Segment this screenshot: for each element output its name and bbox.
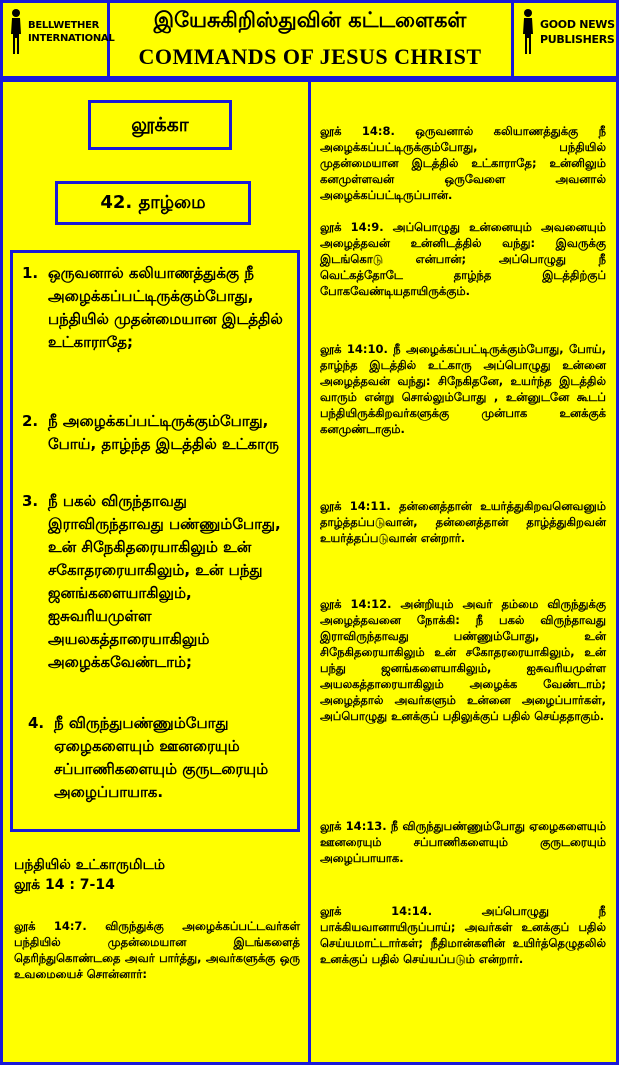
point-number: 2. [22,412,39,430]
point-text: நீ விருந்துபண்ணும்போது ஏழைகளையும் ஊனரையும் சப்பாணிகளையும் குருடரையும் அழைப்பாயாக. [54,714,269,801]
point-number: 4. [28,714,45,732]
figure-icon [520,8,536,56]
point-number: 3. [22,492,39,510]
point-text: ஒருவனால் கலியாணத்துக்கு நீ அழைக்கப்பட்டிருக்கும்போது, பந்தியில் முதன்மையான இடத்தில் உட்காராதே; [48,264,283,351]
verse: லூக் 14:10. நீ அழைக்கப்பட்டிருக்கும்போது, போய், தாழ்ந்த இடத்தில் உட்காரு அப்பொழுது உன்னை அழைத்தவன் வந்து: சிநேகிதனே, உயர்ந்த இடத்தில் வாரும் என்று சொல்லும்போது , உன்னுடனே கூடப் பந்தியிருக்கிறவர்களுக்கு முன்பாக உனக்குக் கனமுண்டாகும். [320,342,606,436]
logo-line: BELLWETHER [28,20,100,31]
chapter-title: 42. தாழ்மை [55,181,251,225]
section-reference: லூக் 14 : 7-14 [14,877,115,893]
bellwether-logo [8,8,114,56]
figure-icon [8,8,24,56]
point-number: 1. [22,264,39,282]
section-title: பந்தியில் உட்காருமிடம் [14,857,166,873]
verse: லூக் 14:11. தன்னைத்தான் உயர்த்துகிறவனெவனும் தாழ்த்தப்படுவான், தன்னைத்தான் தாழ்த்துகிறவன் உயர்த்தப்படுவான் என்றார். [320,499,606,545]
command-point [22,262,284,354]
point-text: நீ பகல் விருந்தாவது இராவிருந்தாவது பண்ணும்போது, உன் சிநேகிதரையாகிலும் உன் சகோதரரையாகிலும், உன் பந்து ஜனங்களையாகிலும், ஐசுவரியமுள்ள அயலகத்தாரையாகிலும் அழைக்கவேண்டாம்; [48,492,281,671]
logo-line: PUBLISHERS [540,33,615,46]
header-divider [511,0,514,79]
section-heading [14,855,165,895]
verse: லூக் 14:14. அப்பொழுது நீ பாக்கியவானாயிருப்பாய்; அவர்கள் உனக்குப் பதில் செய்யமாட்டார்கள்; நீதிமான்களின் உயிர்த்தெழுதலில் உனக்குப் பதில் செய்யப்படும் என்றார். [320,904,606,966]
logo-line: INTERNATIONAL [28,33,115,44]
book-title: லூக்கா [88,100,232,150]
verse: லூக் 14:8. ஒருவனால் கலியாணத்துக்கு நீ அழைக்கப்பட்டிருக்கும்போது, பந்தியில் முதன்மையான இடத்தில் உட்காராதே; உன்னிலும் கனமுள்ளவன் ஒருவேளை அவனால் அழைக்கப்பட்டிருப்பான். [320,124,606,202]
command-point [28,712,286,804]
verse: லூக் 14:7. விருந்துக்கு அழைக்கப்பட்டவர்கள் பந்தியில் முதன்மையான இடங்களைத் தெரிந்துகொண்டதை அவர் பார்த்து, அவர்களுக்கு ஒரு உவமையைச் சொன்னார்: [14,919,300,981]
good-news-logo [520,8,615,56]
command-point [22,490,284,674]
command-point [22,410,284,456]
title-tamil: இயேசுகிறிஸ்துவின் கட்டளைகள் [153,8,467,32]
verse: லூக் 14:13. நீ விருந்துபண்ணும்போது ஏழைகளையும் ஊனரையும் சப்பாணிகளையும் குருடரையும் அழைப்பாயாக. [320,819,606,865]
point-text: நீ அழைக்கப்பட்டிருக்கும்போது, போய், தாழ்ந்த இடத்தில் உட்காரு [48,412,279,453]
verse: லூக் 14:12. அன்றியும் அவர் தம்மை விருந்துக்கு அழைத்தவனை நோக்கி: நீ பகல் விருந்தாவது இராவிருந்தாவது பண்ணும்போது, உன் சிநேகிதரையாகிலும் உன் சகோதரரையாகிலும், உன் பந்து ஜனங்களையாகிலும், ஐசுவரியமுள்ள அயலகத்தாரையாகிலும் அழைக்க வேண்டாம்; அழைத்தால் அவர்களும் உன்னை அழைப்பார்கள், அப்பொழுது உனக்குப் பதிலுக்குப் பதில் செய்ததாகும். [320,597,606,723]
logo-line: GOOD NEWS [540,18,615,31]
verse: லூக் 14:9. அப்பொழுது உன்னையும் அவனையும் அழைத்தவன் உன்னிடத்தில் வந்து: இவருக்கு இடங்கொடு என்பான்; அப்பொழுது நீ வெட்கத்தோடே தாழ்ந்த இடத்திற்குப் போகவேண்டியதாயிருக்கும். [320,220,606,298]
title-english: COMMANDS OF JESUS CHRIST [138,44,482,69]
